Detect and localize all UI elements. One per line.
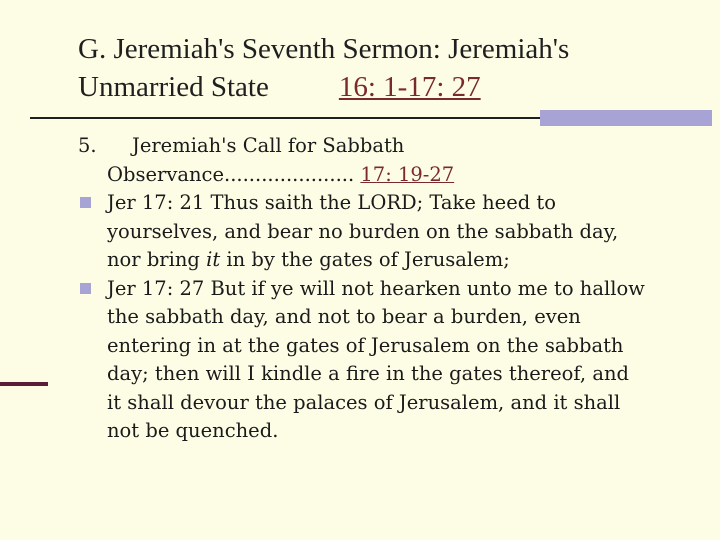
divider-accent-block (540, 110, 712, 126)
square-bullet-icon (80, 283, 91, 294)
square-bullet-icon (80, 197, 91, 208)
title-reference-link[interactable]: 16: 1-17: 27 (338, 71, 481, 103)
item-line-1: Jeremiah's Call for Sabbath (132, 134, 405, 157)
slide-title (78, 30, 698, 106)
title-line-2 (78, 68, 698, 106)
title-divider (30, 117, 540, 119)
bullet-line: entering in at the gates of Jerusalem on the sabbath (107, 333, 624, 357)
bullet-item (78, 275, 678, 446)
slide-body (78, 132, 678, 446)
bullet-line: not be quenched. (107, 419, 279, 442)
bullet-line: it shall devour the palaces of Jerusalem, and it shall (107, 390, 621, 414)
left-accent-bar (0, 382, 48, 386)
title-line-1: G. Jeremiah's Seventh Sermon: Jeremiah's (78, 33, 570, 65)
item-line-2: Observance..................... 17: 19-27 (107, 162, 455, 186)
bullet-line: yourselves, and bear no burden on the sabbath day, (107, 219, 619, 243)
numbered-item (78, 132, 678, 189)
item-reference-link[interactable]: 17: 19-27 (360, 162, 455, 186)
bullet-line: the sabbath day, and not to bear a burden, even (107, 305, 581, 328)
title-text: Unmarried State (78, 71, 269, 103)
item-number: 5. (78, 134, 97, 157)
bullet-line: Jer 17: 27 But if ye will not hearken unto me to hallow (107, 276, 645, 300)
bullet-line: Jer 17: 21 Thus saith the LORD; Take heed to (107, 191, 556, 214)
bullet-line: day; then will I kindle a fire in the gates thereof, and (107, 362, 629, 385)
bullet-item (78, 189, 678, 275)
bullet-line: nor bring it in by the gates of Jerusalem; (107, 248, 510, 271)
